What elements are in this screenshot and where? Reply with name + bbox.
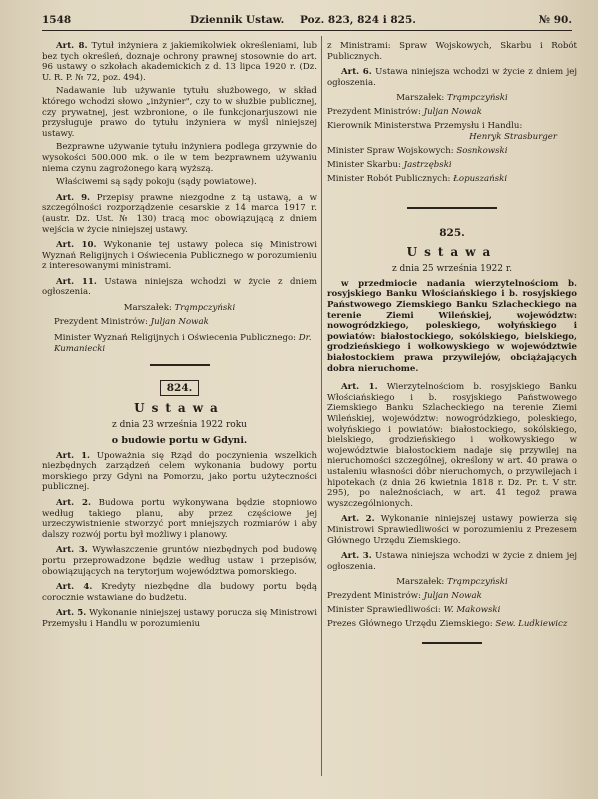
signature-name: Sew. Ludkiewicz xyxy=(495,619,568,630)
signature-marshal xyxy=(42,303,317,314)
article-label: Art. 1. xyxy=(341,382,378,393)
article-text: Budowa portu wykonywana będzie stopniowo według takiego planu, aby przez częściowe jej urzeczywistnienie stworzyć port mniejszych rozmiarów i aby dalszy rozwój portu był możliwy i planowy. xyxy=(42,497,317,540)
left-column xyxy=(42,41,317,629)
act-824-article-2 xyxy=(42,498,317,540)
right-column xyxy=(327,41,577,654)
act-825-article-3 xyxy=(327,551,577,572)
section-divider xyxy=(150,364,210,366)
article-8-par2: Nadawanie lub używanie tytułu służbowego, w skład którego wchodzi słowo „inżynier", czy to w służbie publicznej, czy prywatnej, jest wzbronione, o ile funkcjonarjuszowi nie przysługuje prawo do tytułu inżyniera w myśl niniejszej ustawy. xyxy=(42,86,317,139)
signature-pm xyxy=(327,107,577,118)
article-9 xyxy=(42,193,317,235)
signature-marshal xyxy=(327,93,577,104)
act-825-subject: w przedmiocie nadania wierzytelnościom b. rosyjskiego Banku Włościańskiego i b. rosyjskiego Państwowego Ziemskiego Banku Szlacheckiego na terenie Ziemi Wileńskiej, województw: nowogródzkiego, poleskiego, wołyńskiego i powiatów: białostockiego, sokólskiego, bielskiego, grodzieńskiego i wołkowyskiego w województwie białostockiem prawa przywilejów, obciążających dobra nieruchome. xyxy=(327,278,577,374)
article-text: Wierzytelnościom b. rosyjskiego Banku Włościańskiego i b. rosyjskiego Państwowego Ziemskiego Banku Szlacheckiego na terenie Ziemi Wileńskiej, województw: nowogródzkiego, poleskiego, wołyńskiego i powiatów: białostockiego, sokólskiego, bielskiego, grodzieńskiego i wołkowyskiego w województwie białostockiem nadaje się przywilej na nieruchomości szczególnej, określony w art. 40 prawa o ustaleniu własności dóbr nieruchomych, o przywilejach i hipotekach (z dnia 26 kwietnia 1818 r. Dz. Pr. t. V str. 295), po należnościach, w art. 41 tegoż prawa wyszczególnionych. xyxy=(327,382,578,509)
signature-name: W. Makowski xyxy=(443,605,501,616)
signature-name: Trąmpczyński xyxy=(174,303,236,314)
signature-label: Minister Sprawiedliwości: xyxy=(327,605,441,616)
signature-mrp xyxy=(327,174,577,185)
signature-name: Łopuszański xyxy=(453,174,508,185)
act-824-title: Ustawa xyxy=(134,400,225,415)
signature-label: Marszałek: xyxy=(396,577,445,588)
page-header xyxy=(42,13,572,31)
article-text: Ustawa niniejsza wchodzi w życie z dniem jej ogłoszenia. xyxy=(327,67,577,88)
signature-name: Dr. Kumaniecki xyxy=(54,333,312,354)
article-label: Art. 2. xyxy=(56,497,92,508)
signature-name: Trąmpczyński xyxy=(447,93,508,104)
article-text: Przepisy prawne niezgodne z tą ustawą, a w szczególności rozporządzenie cesarskie z 14 marca 1917 r. (austr. Dz. Ust. № 130) tracą moc obowiązującą z dniem wejścia w życie niniejszej ustawy. xyxy=(42,192,317,235)
article-text: Ustawa niniejsza wchodzi w życie z dniem ogłoszenia. xyxy=(42,276,317,298)
signature-name: Juljan Nowak xyxy=(150,317,209,328)
act-825-article-2 xyxy=(327,514,577,546)
section-divider xyxy=(422,642,482,644)
article-label: Art. 9. xyxy=(56,192,91,203)
article-text: Kredyty niezbędne dla budowy portu będą corocznie wstawiane do budżetu. xyxy=(42,582,317,603)
signature-msp xyxy=(327,605,577,616)
article-text: Wykonanie niniejszej ustawy powierza się Ministrowi Sprawiedliwości w porozumieniu z Prezesem Głównego Urzędu Ziemskiego. xyxy=(327,514,577,546)
act-824-date: z dnia 23 września 1922 roku xyxy=(112,419,247,430)
signature-label: Minister Skarbu: xyxy=(327,160,401,171)
signature-label: Minister Robót Publicznych: xyxy=(327,174,451,185)
signature-msw xyxy=(327,146,577,157)
journal-title: Dziennik Ustaw. xyxy=(190,14,285,26)
column-divider xyxy=(321,36,322,776)
signature-pm xyxy=(327,591,577,602)
article-label: Art. 6. xyxy=(341,67,372,78)
act-825-article-1 xyxy=(327,382,577,509)
signature-kierownik xyxy=(327,121,577,143)
signature-msk xyxy=(327,160,577,171)
article-label: Art. 8. xyxy=(56,41,88,51)
act-824-article-5 xyxy=(42,608,317,629)
positions: Poz. 823, 824 i 825. xyxy=(300,14,416,26)
article-8-par3: Bezprawne używanie tytułu inżyniera podlega grzywnie do wysokości 500.000 mk. o ile w tem bezprawnem używaniu niema czynu zagrożonego karą wyższą. xyxy=(42,142,317,174)
signature-marshal xyxy=(327,577,577,588)
act-824-heading xyxy=(42,376,317,396)
article-label: Art. 5. xyxy=(56,608,87,619)
signature-name: Trąmpczyński xyxy=(447,577,508,588)
signature-name: Jastrzębski xyxy=(403,160,452,171)
article-10 xyxy=(42,240,317,272)
act-824-article-4 xyxy=(42,582,317,603)
article-label: Art. 3. xyxy=(56,545,88,556)
act-number: 824. xyxy=(160,380,200,396)
signature-minister xyxy=(42,333,317,354)
article-label: Art. 4. xyxy=(56,582,93,593)
signature-name: Sosnkowski xyxy=(456,146,508,157)
article-label: Art. 1. xyxy=(56,450,91,461)
signature-label: Minister Wyznań Religijnych i Oświecenia Publicznego: xyxy=(54,333,297,344)
signature-name: Juljan Nowak xyxy=(423,107,482,118)
act-number: 825. xyxy=(439,226,465,239)
signature-name: Juljan Nowak xyxy=(423,591,482,602)
article-text: Wywłaszczenie gruntów niezbędnych pod budowę portu przeprowadzone będzie według ustaw i przepisów, obowiązujących na terytorjum województwa pomorskiego. xyxy=(42,545,318,577)
signature-label: Prezydent Ministrów: xyxy=(54,317,148,328)
signature-label: Marszałek: xyxy=(396,93,445,104)
article-5-continuation: z Ministrami: Spraw Wojskowych, Skarbu i Robót Publicznych. xyxy=(327,41,577,62)
act-825-title: Ustawa xyxy=(406,244,498,259)
article-label: Art. 11. xyxy=(56,276,97,287)
signature-label: Marszałek: xyxy=(123,303,172,314)
page-number: 1548 xyxy=(42,14,72,26)
signature-label: Minister Spraw Wojskowych: xyxy=(327,146,454,157)
article-text: Tytuł inżyniera z jakiemikolwiek określeniami, lub bez tych określeń, doznaje ochrony prawnej stosownie do art. 96 ustawy o szkołach akademickich z d. 13 lipca 1920 r. (Dz. U. R. P. № 72, poz. 494). xyxy=(42,41,317,83)
section-divider xyxy=(407,207,497,209)
article-label: Art. 3. xyxy=(341,551,372,562)
act-824-article-3 xyxy=(42,545,317,577)
article-text: Wykonanie niniejszej ustawy poruczа się Ministrowi Przemysłu i Handlu w porozumieniu xyxy=(42,608,318,629)
act-824-article-1 xyxy=(42,451,317,493)
act-824-subject: o budowie portu w Gdyni. xyxy=(111,434,248,446)
signature-label: Prezes Głównego Urzędu Ziemskiego: xyxy=(327,619,493,630)
act-825-date: z dnia 25 września 1922 r. xyxy=(391,263,513,274)
act-825-heading xyxy=(327,221,577,240)
article-8-par4: Właściwemi są sądy pokoju (sądy powiatowe). xyxy=(56,177,257,188)
article-text: Wykonanie tej ustawy poleca się Ministrowi Wyznań Religijnych i Oświecenia Publicznego w porozumieniu z interesowanymi ministrami. xyxy=(42,240,317,272)
signature-label: Prezydent Ministrów: xyxy=(327,107,421,118)
signature-pguz xyxy=(327,619,577,630)
act-824-article-6 xyxy=(327,67,577,88)
article-text: Ustawa niniejsza wchodzi w życie z dniem jej ogłoszenia. xyxy=(327,551,577,572)
signature-name: Henryk Strasburger xyxy=(469,132,557,143)
signature-pm xyxy=(42,317,317,328)
article-label: Art. 2. xyxy=(341,514,375,525)
article-8 xyxy=(42,41,317,83)
issue-number: № 90. xyxy=(538,14,572,26)
article-label: Art. 10. xyxy=(56,240,97,251)
article-text: Upoważnia się Rząd do poczynienia wszelkich niezbędnych zarządzeń celem wykonania budowy portu morskiego przy Gdyni na Pomorzu, jako portu użyteczności publicznej. xyxy=(42,450,317,493)
signature-label: Prezydent Ministrów: xyxy=(327,591,421,602)
signature-label: Kierownik Ministerstwa Przemysłu i Handlu: xyxy=(327,121,523,132)
article-11 xyxy=(42,277,317,298)
